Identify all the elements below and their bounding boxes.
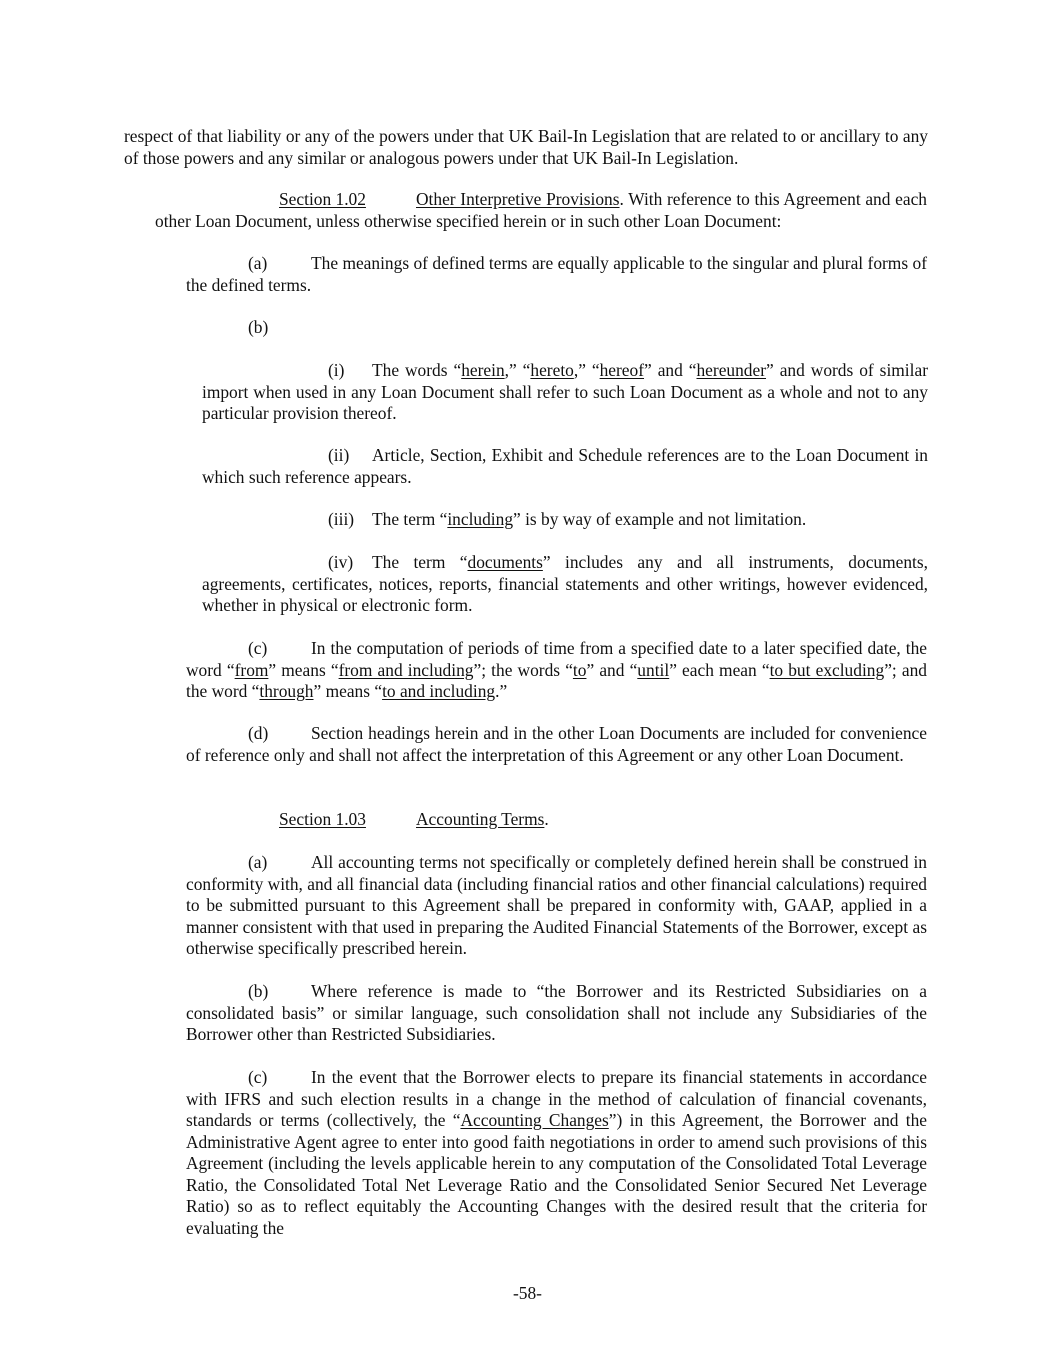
text-segment: The meanings of defined terms are equally applicable to the singular and plural forms of the defined terms. [186, 253, 927, 295]
text-segment: ” and “ [586, 659, 638, 680]
paragraph-label: (a) [248, 253, 268, 273]
clause-a [186, 253, 927, 296]
defined-term: Other Interpretive Provisions [416, 189, 620, 209]
defined-term: hereof [599, 360, 645, 380]
text-segment: ” means “ [313, 681, 383, 701]
clause-b [186, 317, 927, 339]
defined-term: Accounting Terms [416, 809, 545, 829]
text-segment: ” and words of similar import when used in any Loan Document shall refer to such Loan Document as a whole and not to any particular provision thereof. [202, 360, 928, 423]
defined-term: from [234, 659, 269, 680]
text-segment: All accounting terms not specifically or completely defined herein shall be construed in conformity with, and all financial data (including financial ratios and other financial calculations) required to be submitted pursuant to this Agreement shall be prepared in conformity with, GAAP, applied in a manner consistent with that used in preparing the Audited Financial Statements of the Borrower, except as otherwise specifically prescribed herein. [186, 852, 927, 958]
text-segment: The words “ [372, 360, 462, 380]
text-segment: ” means “ [268, 659, 339, 680]
paragraph-label: (c) [248, 638, 268, 658]
subclause-iii [202, 509, 928, 531]
defined-term: herein [461, 360, 505, 380]
section-1-03-heading [155, 809, 927, 831]
paragraph-label: Section 1.03 [279, 809, 366, 829]
clause-d [186, 723, 927, 766]
text-segment: ,” “ [504, 360, 531, 380]
defined-term: to and including [382, 681, 496, 701]
paragraph-continued [124, 126, 928, 169]
text-segment: The term “ [372, 509, 448, 529]
paragraph-label: (i) [328, 360, 345, 380]
defined-term: to [572, 659, 587, 680]
defined-term: from and including [338, 659, 474, 680]
paragraph-label: (a) [248, 852, 268, 872]
text-segment: ” is by way of example and not limitation. [513, 509, 807, 529]
text-segment: ”; and the word “ [186, 659, 927, 701]
text-segment: ”) in this Agreement, the Borrower and the Administrative Agent agree to enter into good faith negotiations in order to amend such provisions of this Agreement (including the levels applicable herein to any computation of the Consolidated Total Leverage Ratio, the Consolidated Total Net Leverage Ratio and the Consolidated Senior Secured Net Leverage Ratio) so as to reflect equitably the Accounting Changes with the desired result that the criteria for evaluating the [186, 1110, 928, 1238]
defined-term: to but excluding [769, 659, 885, 680]
defined-term: hereunder [696, 360, 767, 380]
paragraph-label: (d) [248, 723, 269, 743]
defined-term: hereto [530, 360, 574, 380]
text-segment: respect of that liability or any of the powers under that UK Bail-In Legislation that are related to or ancillary to any of those powers and any similar or analogous powers under that UK Bail-In Legislation. [124, 126, 928, 168]
defined-term: Accounting Changes [460, 1110, 609, 1130]
text-segment: ” and “ [644, 360, 697, 380]
text-segment: .” [495, 681, 508, 701]
paragraph-label: (iii) [328, 509, 355, 529]
text-segment: ”; the words “ [473, 659, 573, 680]
text-segment: Where reference is made to “the Borrower and its Restricted Subsidiaries on a consolidated basis” or similar language, such consolidation shall not include any Subsidiaries of the Borrower other than Restricted Subsidiaries. [186, 981, 927, 1044]
text-segment: In the event that the Borrower elects to prepare its financial statements in accordance with IFRS and such election results in a change in the method of calculation of financial covenants, standards or terms (collectively, the “ [186, 1067, 927, 1130]
section-1-02-heading [155, 189, 927, 232]
text-segment: The term “ [372, 552, 468, 572]
accounting-clause-c [186, 1067, 927, 1239]
accounting-clause-a [186, 852, 927, 960]
text-segment: Section headings herein and in the other Loan Documents are included for convenience of reference only and shall not affect the interpretation of this Agreement or any other Loan Document. [186, 723, 927, 765]
subclause-i [202, 360, 928, 425]
subclause-iv [202, 552, 928, 617]
defined-term: through [259, 681, 314, 701]
text-segment: ,” “ [573, 360, 600, 380]
paragraph-label: Section 1.02 [279, 189, 366, 209]
text-segment: In the computation of periods of time from a specified date to a later specified date, the word “ [186, 638, 927, 680]
paragraph-label: (ii) [328, 445, 350, 465]
paragraph-label: (c) [248, 1067, 268, 1087]
accounting-clause-b [186, 981, 927, 1046]
text-segment: ” includes any and all instruments, documents, agreements, certificates, notices, reports, financial statements and other writings, however evidenced, whether in physical or electronic form. [202, 552, 928, 615]
text-segment: . [544, 809, 549, 829]
paragraph-label: (b) [248, 317, 269, 337]
paragraph-label: (iv) [328, 552, 354, 572]
paragraph-label: (b) [248, 981, 269, 1001]
page-number: -58- [513, 1283, 542, 1303]
text-segment: Article, Section, Exhibit and Schedule references are to the Loan Document in which such reference appears. [202, 445, 928, 487]
subclause-ii [202, 445, 928, 488]
defined-term: documents [467, 552, 543, 572]
defined-term: until [637, 659, 670, 680]
clause-c [186, 638, 927, 703]
text-segment: . With reference to this Agreement and each other Loan Document, unless otherwise specified herein or in such other Loan Document: [155, 189, 927, 231]
defined-term: including [447, 509, 514, 529]
text-segment: ” each mean “ [669, 659, 770, 680]
